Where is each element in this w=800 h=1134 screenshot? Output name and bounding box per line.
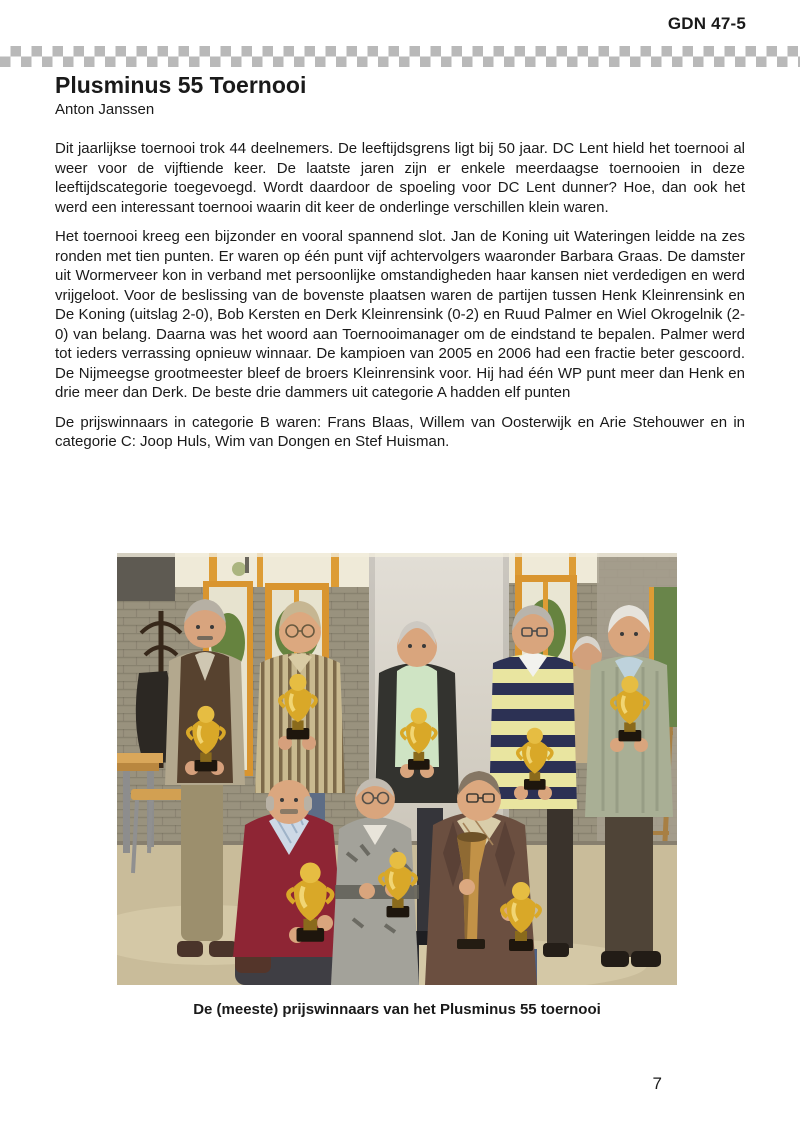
- checker-strip-top: [0, 46, 800, 67]
- photo-roof-corner: [117, 553, 175, 601]
- tournament-photo-figure: [117, 553, 677, 985]
- issue-label: GDN 47-5: [667, 14, 746, 33]
- article-title: Plusminus 55 Toernooi: [55, 72, 307, 98]
- photo-caption: De (meeste) prijswinnaars van het Plusminus 55 toernooi: [193, 1001, 601, 1018]
- article-body: [55, 139, 745, 462]
- article-paragraph-2: Het toernooi kreeg een bijzonder en vooral spannend slot. Jan de Koning uit Wateringen leidde na zes ronden met tien punten. Er waren op één punt vijf achtervolgers waaronder Barbara Graas. De damster uit Wormerveer kon in verband met persoonlijke omstandigheden haar kansen niet verdedigen en werd vrijgeloot. Voor de beslissing van de bovenste plaatsen waren de partijen tussen Henk Kleinrensink en De Koning (uitslag 2-0), Bob Kersten en Derk Kleinrensink (0-2) en Ruud Palmer en Wiel Okrogelnik (2-0) van belang. Daarna was het woord aan Toernooimanager om de eindstand te bepalen. Palmer werd tot ieders verrassing opnieuw winnaar. De kampioen van 2005 en 2006 had een fractie beter gescoord. De Nijmeegse grootmeester bleef de broers Kleinrensink voor. Hij had één WP punt meer dan Henk en drie meer dan Derk. De beste drie dammers uit categorie A hadden elf punten: [55, 228, 745, 401]
- photo-top-streak: [117, 553, 677, 557]
- article-paragraph-1: Dit jaarlijkse toernooi trok 44 deelnemers. De leeftijdsgrens ligt bij 50 jaar. DC Lent hield het toernooi al weer voor de vijftiende keer. De laatste jaren zijn er enkele meerdaagse toernooien in deze leeftijdscategorie toegevoegd. Wordt daardoor de spoeling voor DC Lent dunner? Hoe, dan ook het werd een interessant toernooi waarin dit keer de onderlinge verschillen klein waren.: [55, 140, 745, 216]
- page-number: 7: [652, 1074, 662, 1093]
- article-author: Anton Janssen: [55, 101, 155, 118]
- article-paragraph-3: De prijswinnaars in categorie B waren: Frans Blaas, Willem van Oosterwijk en Arie Stehouwer en in categorie C: Joop Huls, Wim van Dongen en Stef Huisman.: [55, 413, 745, 450]
- tournament-photo: [117, 553, 677, 985]
